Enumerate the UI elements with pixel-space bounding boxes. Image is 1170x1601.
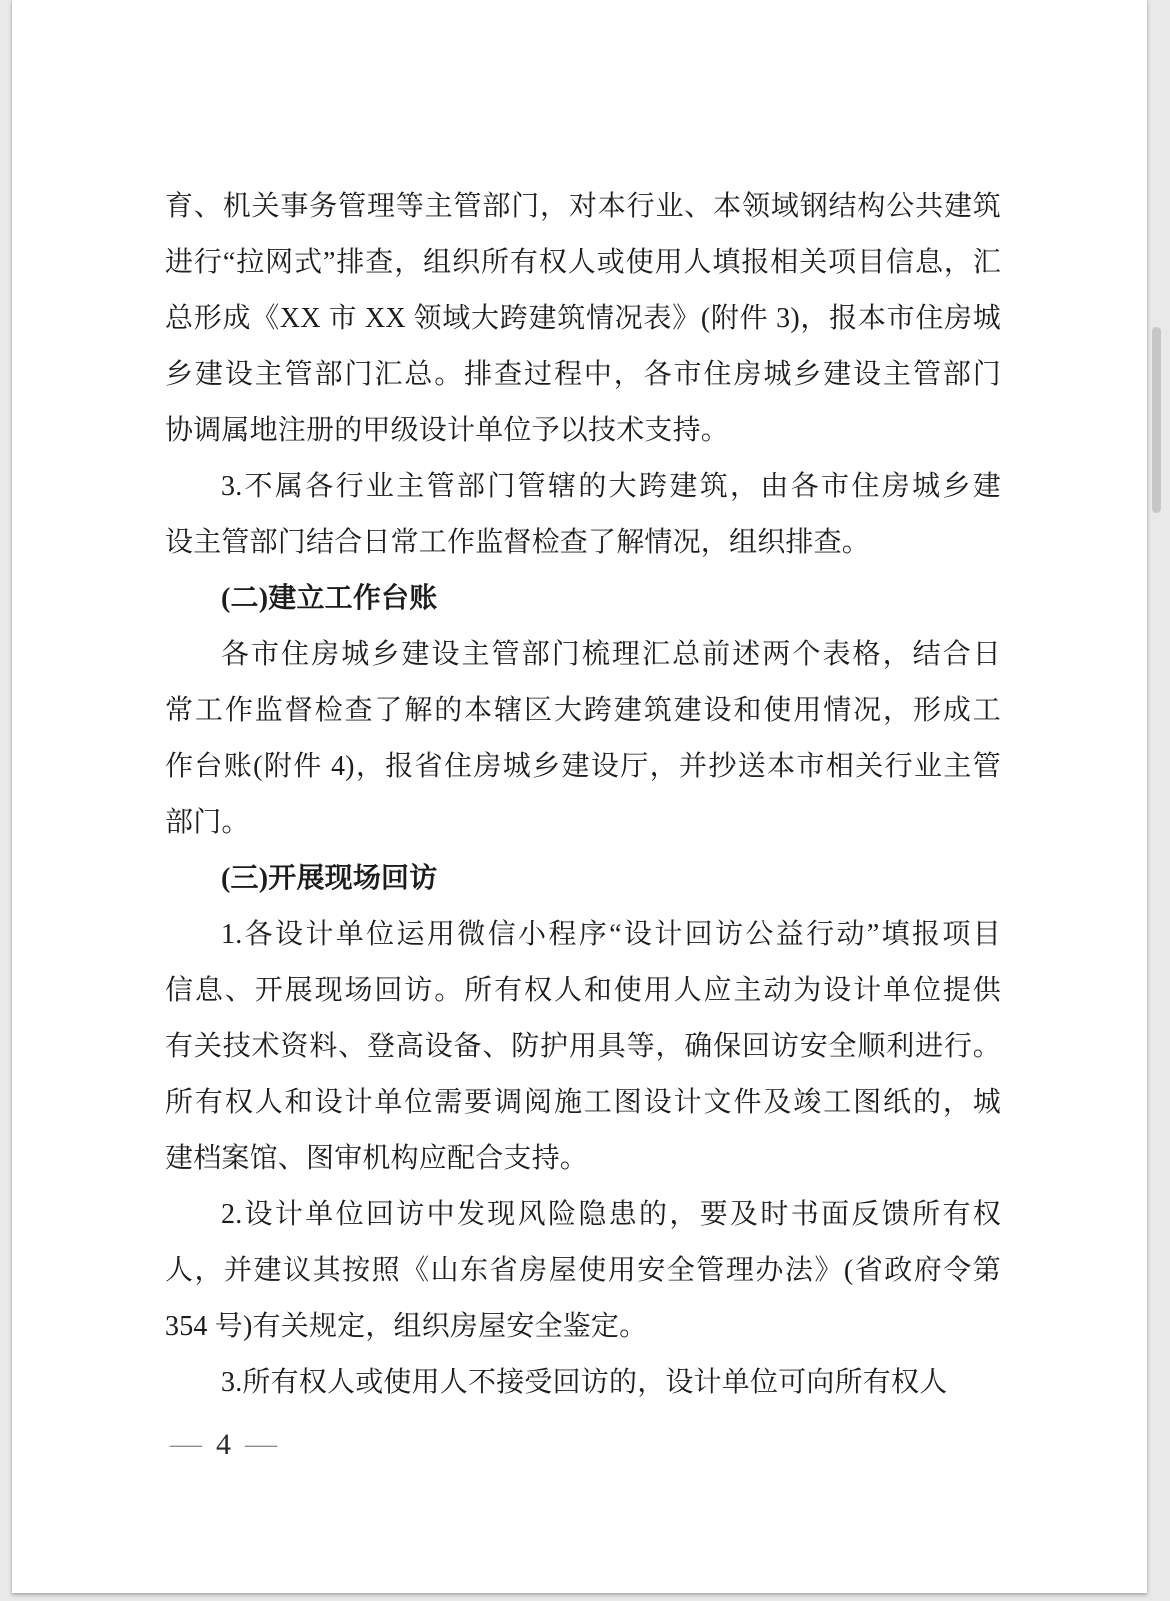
document-page <box>12 0 1147 1593</box>
page-number-footer <box>169 1428 278 1462</box>
section-heading: (三)开展现场回访 <box>221 863 438 894</box>
scrollbar-track[interactable] <box>1147 0 1170 1601</box>
text-line: 各市住房城乡建设主管部门梳理汇总前述两个表格，结合日 <box>221 639 1001 670</box>
text-line: 协调属地注册的甲级设计单位予以技术支持。 <box>165 415 730 446</box>
footer-dash-left: — <box>169 1429 203 1460</box>
text-line: 部门。 <box>165 807 250 838</box>
page-number: 4 <box>216 1428 231 1461</box>
text-line: 总形成《XX 市 XX 领域大跨建筑情况表》(附件 3)，报本市住房城 <box>165 303 1001 334</box>
text-line: 1.各设计单位运用微信小程序“设计回访公益行动”填报项目 <box>221 919 1001 950</box>
footer-dash-right: — <box>244 1429 278 1460</box>
text-line: 信息、开展现场回访。所有权人和使用人应主动为设计单位提供 <box>165 975 1001 1006</box>
text-line: 人，并建议其按照《山东省房屋使用安全管理办法》(省政府令第 <box>165 1255 1001 1286</box>
text-line: 354 号)有关规定，组织房屋安全鉴定。 <box>165 1311 648 1342</box>
text-line: 乡建设主管部门汇总。排查过程中，各市住房城乡建设主管部门 <box>165 359 1001 390</box>
text-line: 作台账(附件 4)，报省住房城乡建设厅，并抄送本市相关行业主管 <box>165 751 1001 782</box>
text-line: 2.设计单位回访中发现风险隐患的，要及时书面反馈所有权 <box>221 1199 1001 1230</box>
text-line: 所有权人和设计单位需要调阅施工图设计文件及竣工图纸的，城 <box>165 1087 1001 1118</box>
scrollbar-thumb[interactable] <box>1152 327 1161 513</box>
text-line: 有关技术资料、登高设备、防护用具等，确保回访安全顺利进行。 <box>165 1031 1001 1062</box>
section-heading: (二)建立工作台账 <box>221 583 438 614</box>
document-text-block <box>165 179 1001 1411</box>
text-line: 3.不属各行业主管部门管辖的大跨建筑，由各市住房城乡建 <box>221 471 1001 502</box>
text-line: 设主管部门结合日常工作监督检查了解情况，组织排查。 <box>165 527 871 558</box>
text-line: 建档案馆、图审机构应配合支持。 <box>165 1143 589 1174</box>
text-line: 常工作监督检查了解的本辖区大跨建筑建设和使用情况，形成工 <box>165 695 1001 726</box>
text-line: 进行“拉网式”排查，组织所有权人或使用人填报相关项目信息，汇 <box>165 247 1001 278</box>
text-line: 3.所有权人或使用人不接受回访的，设计单位可向所有权人 <box>221 1367 948 1398</box>
text-line: 育、机关事务管理等主管部门，对本行业、本领域钢结构公共建筑 <box>165 191 1001 222</box>
